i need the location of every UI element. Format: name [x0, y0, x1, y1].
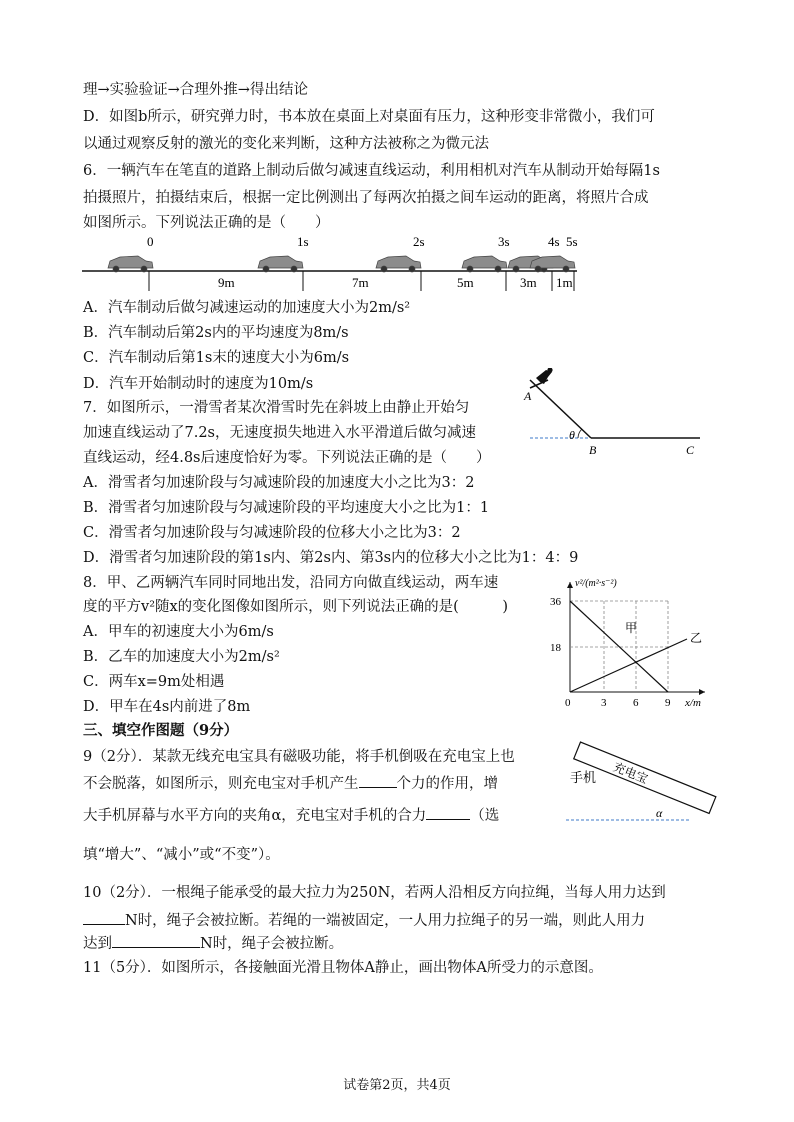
q8-option-d: D．甲车在4s内前进了8m: [83, 699, 251, 715]
distance-label: 3m: [520, 275, 537, 290]
time-label: 2s: [413, 234, 425, 249]
q8-v2-x-graph: [545, 574, 720, 710]
alpha-label: α: [656, 806, 663, 820]
q7-option-c: C．滑雪者匀加速阶段与匀减速阶段的位移大小之比为3：2: [83, 525, 461, 541]
skier-icon: [530, 368, 553, 388]
q7-option-a: A．滑雪者匀加速阶段与匀减速阶段的加速度大小之比为3：2: [83, 475, 475, 491]
answer-blank[interactable]: [83, 910, 125, 925]
q9-line: 填“增大”、“减小”或“不变”）。: [83, 847, 280, 863]
distance-label: 1m: [556, 275, 573, 290]
answer-blank[interactable]: [426, 805, 470, 820]
x-tick: 9: [665, 697, 671, 709]
y-tick: 36: [550, 596, 561, 608]
q10-line: [83, 933, 343, 954]
q10-text: 达到: [83, 936, 112, 952]
series-jia-label: 甲: [625, 621, 638, 635]
q9-line: [83, 805, 499, 826]
answer-blank[interactable]: [359, 773, 397, 788]
q7-stem: 直线运动，经4.8s后速度恰好为零。下列说法正确的是（ ）: [83, 450, 491, 466]
q6-option-c: C．汽车制动后第1s末的速度大小为6m/s: [83, 350, 350, 366]
q10-line: [83, 910, 645, 931]
q7-option-d: D．滑雪者匀加速阶段的第1s内、第2s内、第3s内的位移大小之比为1：4：9: [83, 550, 579, 566]
q8-stem: 8．甲、乙两辆汽车同时同地出发，沿同方向做直线运动，两车速: [83, 575, 499, 591]
q10-line: 10（2分）．一根绳子能承受的最大拉力为250N，若两人沿相反方向拉绳，当每人用力达到: [83, 885, 666, 901]
phone-label: 手机: [570, 770, 597, 785]
q10-text: N时，绳子会被拉断。: [200, 936, 344, 952]
q7-stem: 加速直线运动了7.2s，无速度损失地进入水平滑道后做匀减速: [83, 425, 476, 441]
q10-text: N时，绳子会被拉断。若绳的一端被固定，一人用力拉绳子的另一端，则此人用力: [125, 913, 646, 929]
q6-stem: 如图所示。下列说法正确的是（ ）: [83, 215, 330, 231]
section-heading: 三、填空作图题（9分）: [83, 722, 239, 739]
text-line: 以通过观察反射的激光的变化来判断，这种方法被称之为微元法: [83, 136, 489, 152]
text-line: 理→实验验证→合理外推→得出结论: [83, 82, 308, 98]
q8-option-b: B．乙车的加速度大小为2m/s²: [83, 649, 280, 665]
q9-text: 个力的作用，增: [396, 776, 498, 792]
q9-text: （选: [470, 808, 500, 824]
y-axis-label: v²/(m²·s⁻²): [575, 578, 617, 589]
charger-label: 充电宝: [611, 759, 650, 787]
distance-label: 9m: [218, 275, 235, 290]
point-b-label: B: [589, 443, 597, 457]
q7-stem: 7．如图所示，一滑雪者某次滑雪时先在斜坡上由静止开始匀: [83, 400, 470, 416]
q11-line: 11（5分）．如图所示，各接触面光滑且物体A静止，画出物体A所受力的示意图。: [83, 960, 603, 976]
answer-blank[interactable]: [112, 933, 200, 948]
time-label: 4s: [548, 234, 560, 249]
q7-slope-diagram: [500, 368, 715, 460]
text-line: D．如图b所示，研究弹力时，书本放在桌面上对桌面有压力，这种形变非常微小，我们可: [83, 109, 655, 125]
x-axis-label: x/m: [685, 697, 701, 709]
point-c-label: C: [686, 443, 695, 457]
time-label: 1s: [297, 234, 309, 249]
q6-car-diagram: [80, 233, 580, 293]
x-tick: 0: [565, 697, 571, 709]
distance-label: 7m: [352, 275, 369, 290]
q9-text: 不会脱落，如图所示，则充电宝对手机产生: [83, 776, 359, 792]
time-label: 3s: [498, 234, 510, 249]
time-label: 5s: [566, 234, 578, 249]
distance-label: 5m: [457, 275, 474, 290]
q8-option-a: A．甲车的初速度大小为6m/s: [83, 624, 274, 640]
q9-line: [83, 773, 498, 794]
x-tick: 3: [601, 697, 607, 709]
point-a-label: A: [524, 389, 532, 403]
series-yi-label: 乙: [690, 631, 703, 645]
q8-option-c: C．两车x=9m处相遇: [83, 674, 225, 690]
q7-option-b: B．滑雪者匀加速阶段与匀减速阶段的平均速度大小之比为1：1: [83, 500, 490, 516]
time-label: 0: [147, 234, 154, 249]
q6-option-d: D．汽车开始制动时的速度为10m/s: [83, 376, 314, 392]
page-footer: 试卷第2页，共4页: [343, 1078, 451, 1093]
y-tick: 18: [550, 642, 561, 654]
car-icon: [108, 256, 575, 272]
q6-option-b: B．汽车制动后第2s内的平均速度为8m/s: [83, 325, 349, 341]
x-tick: 6: [633, 697, 639, 709]
angle-label: θ: [569, 428, 575, 442]
q8-stem: 度的平方v²随x的变化图像如图所示，则下列说法正确的是( ): [83, 599, 508, 615]
q6-option-a: A．汽车制动后做匀减速运动的加速度大小为2m/s²: [83, 300, 411, 316]
q9-text: 大手机屏幕与水平方向的夹角α，充电宝对手机的合力: [83, 808, 427, 824]
q6-stem: 拍摄照片，拍摄结束后，根据一定比例测出了每两次拍摄之间车运动的距离，将照片合成: [83, 190, 649, 206]
q9-line: 9（2分）．某款无线充电宝具有磁吸功能，将手机倒吸在充电宝上也: [83, 749, 515, 765]
q9-phone-charger-diagram: [562, 738, 722, 826]
q6-stem: 6．一辆汽车在笔直的道路上制动后做匀减速直线运动，利用相机对汽车从制动开始每隔1s: [83, 163, 660, 179]
